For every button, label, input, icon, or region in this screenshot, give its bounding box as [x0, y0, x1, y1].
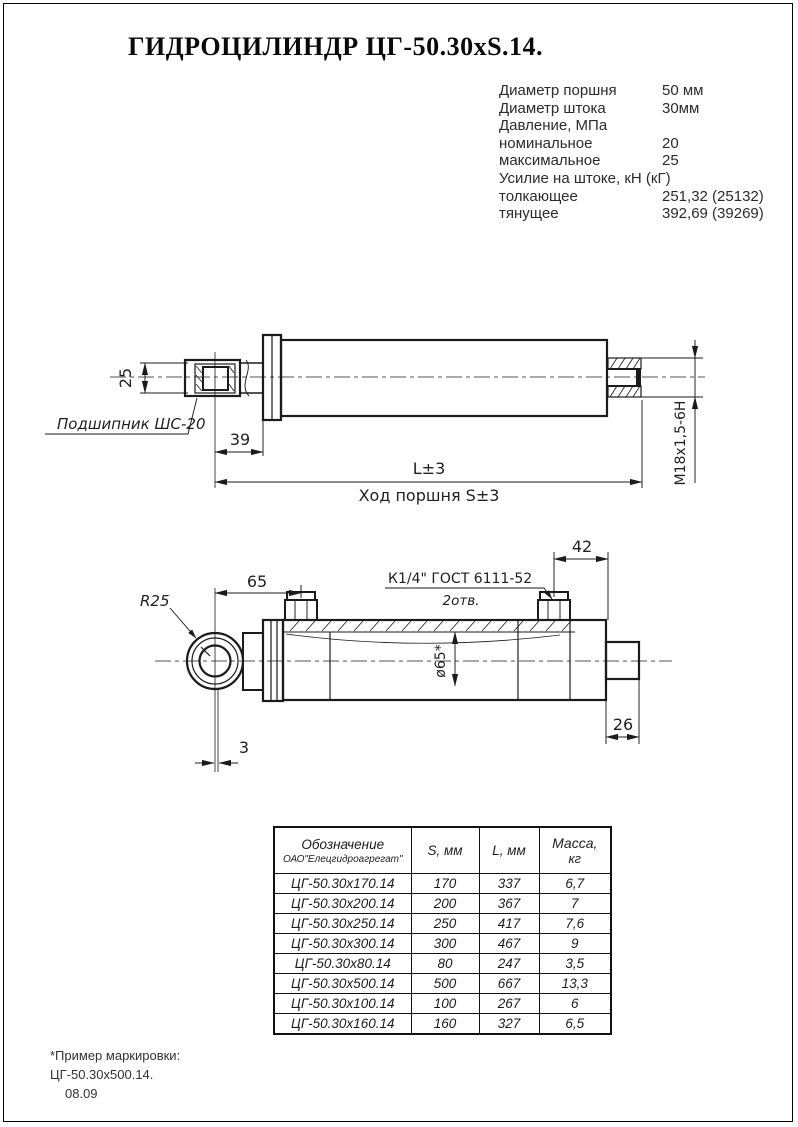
cell-mass: 3,5 — [539, 954, 611, 974]
bearing-race — [203, 367, 228, 390]
spec-label: Давление, МПа — [499, 117, 608, 135]
dim-diameter — [433, 632, 455, 686]
spec-row — [499, 152, 791, 170]
bearing-callout — [45, 398, 206, 434]
cell-length: 417 — [479, 914, 539, 934]
col-length: L, мм — [479, 827, 539, 874]
table-row — [274, 954, 611, 974]
spec-value: 50 мм — [662, 82, 704, 99]
spec-value: 30мм — [662, 99, 700, 117]
table-row — [274, 974, 611, 994]
table-row — [274, 914, 611, 934]
cell-length: 267 — [479, 994, 539, 1014]
dim-42 — [554, 537, 608, 620]
table-row — [274, 1014, 611, 1035]
port-callout — [385, 571, 552, 609]
cell-stroke: 160 — [411, 1014, 479, 1035]
cell-designation: ЦГ-50.30х170.14 — [274, 874, 411, 894]
dim-stroke-text: Ход поршня S±3 — [358, 486, 500, 505]
radius-label: R25 — [140, 592, 170, 610]
cell-length: 467 — [479, 934, 539, 954]
cell-mass: 6 — [539, 994, 611, 1014]
spec-row — [499, 188, 791, 206]
spec-row — [499, 82, 791, 100]
cell-stroke: 100 — [411, 994, 479, 1014]
dim-25-text: 25 — [116, 367, 135, 389]
cell-designation: ЦГ-50.30х500.14 — [274, 974, 411, 994]
cell-length: 327 — [479, 1014, 539, 1035]
cell-length: 367 — [479, 894, 539, 914]
footnote-line3: 08.09 — [65, 1086, 98, 1101]
marking-footnote — [50, 1046, 180, 1103]
spec-label: Диаметр штока — [499, 99, 606, 117]
cell-designation: ЦГ-50.30х300.14 — [274, 934, 411, 954]
dim-length-text: L±3 — [412, 459, 446, 478]
col-designation-line1: Обозначение — [301, 836, 385, 852]
cell-mass: 7 — [539, 894, 611, 914]
cell-stroke: 300 — [411, 934, 479, 954]
cell-stroke: 500 — [411, 974, 479, 994]
spec-label: номинальное — [499, 134, 593, 152]
size-table — [273, 826, 612, 1035]
spec-value: 20 — [662, 134, 679, 152]
end-boss — [606, 642, 639, 679]
cell-designation: ЦГ-50.30х80.14 — [274, 954, 411, 974]
gland — [263, 620, 283, 701]
col-mass-line1: Масса, — [552, 835, 598, 851]
cell-stroke: 250 — [411, 914, 479, 934]
cell-mass: 7,6 — [539, 914, 611, 934]
rod — [240, 363, 263, 393]
spec-row — [499, 170, 791, 188]
radius-callout — [140, 592, 196, 638]
thread-hatch — [610, 358, 640, 397]
dim-3-text: 3 — [238, 738, 250, 757]
dim-26 — [606, 679, 639, 744]
table-row — [274, 894, 611, 914]
spec-list — [499, 82, 791, 223]
footnote-line2: ЦГ-50.30х500.14. — [50, 1067, 154, 1082]
dim-42-text: 42 — [571, 537, 593, 556]
spec-label: Диаметр поршня — [499, 82, 617, 99]
spec-value: 25 — [662, 152, 679, 170]
side-view — [45, 335, 705, 505]
cylinder-drawing — [0, 300, 798, 780]
cell-designation: ЦГ-50.30х160.14 — [274, 1014, 411, 1035]
spec-value: 251,32 (25132) — [662, 187, 764, 205]
cell-designation: ЦГ-50.30х250.14 — [274, 914, 411, 934]
col-mass — [539, 827, 611, 874]
table-header-row — [274, 827, 611, 874]
dim-3 — [195, 738, 249, 763]
threaded-end — [608, 358, 641, 397]
cell-mass: 6,5 — [539, 1014, 611, 1035]
cell-stroke: 170 — [411, 874, 479, 894]
cell-designation: ЦГ-50.30х100.14 — [274, 994, 411, 1014]
dim-26-text: 26 — [612, 715, 634, 734]
col-designation — [274, 827, 411, 874]
bearing-label: Подшипник ШС-20 — [57, 415, 206, 433]
thread-ext-lines — [641, 358, 703, 397]
table-row — [274, 934, 611, 954]
rod-collar — [243, 633, 263, 690]
port-holes-label: 2отв. — [442, 593, 480, 609]
footnote-line1: *Пример маркировки: — [50, 1048, 181, 1063]
spec-value: 392,69 (39269) — [662, 205, 764, 223]
cylinder-body — [281, 340, 607, 416]
cell-stroke: 200 — [411, 894, 479, 914]
spec-row — [499, 135, 791, 153]
main-view — [140, 537, 672, 772]
spec-label: тянущее — [499, 205, 559, 223]
gland-lines — [271, 620, 277, 701]
spec-label: Усилие на штоке, кН (кГ) — [499, 169, 671, 187]
spec-label: толкающее — [499, 187, 578, 205]
col-stroke: S, мм — [411, 827, 479, 874]
dim-25 — [116, 363, 188, 393]
cell-mass: 13,3 — [539, 974, 611, 994]
spec-row — [499, 117, 791, 135]
thread-label: М18х1,5-6Н — [673, 400, 689, 486]
tube-hatch — [290, 621, 571, 631]
break-line — [245, 360, 249, 396]
dim-39 — [215, 420, 263, 456]
dim-diameter-text: ø65* — [433, 644, 449, 678]
cell-length: 247 — [479, 954, 539, 974]
table-row — [274, 994, 611, 1014]
section-break-curve — [286, 634, 560, 643]
page-title: ГИДРОЦИЛИНДР ЦГ-50.30хS.14. — [128, 32, 544, 61]
cell-stroke: 80 — [411, 954, 479, 974]
cell-mass: 9 — [539, 934, 611, 954]
cell-mass: 6,7 — [539, 874, 611, 894]
cell-length: 337 — [479, 874, 539, 894]
dim-65 — [215, 572, 301, 598]
cell-designation: ЦГ-50.30х200.14 — [274, 894, 411, 914]
spec-row — [499, 100, 791, 118]
dim-39-text: 39 — [229, 430, 251, 449]
col-mass-line2: кг — [568, 851, 582, 866]
dim-65-text: 65 — [246, 572, 268, 591]
spec-label: максимальное — [499, 152, 601, 170]
cell-length: 667 — [479, 974, 539, 994]
spec-row — [499, 205, 791, 223]
col-designation-line2: ОАО"Елецгидроагрегат" — [282, 853, 403, 865]
port-label: К1/4" ГОСТ 6111-52 — [388, 571, 533, 587]
table-row — [274, 874, 611, 894]
